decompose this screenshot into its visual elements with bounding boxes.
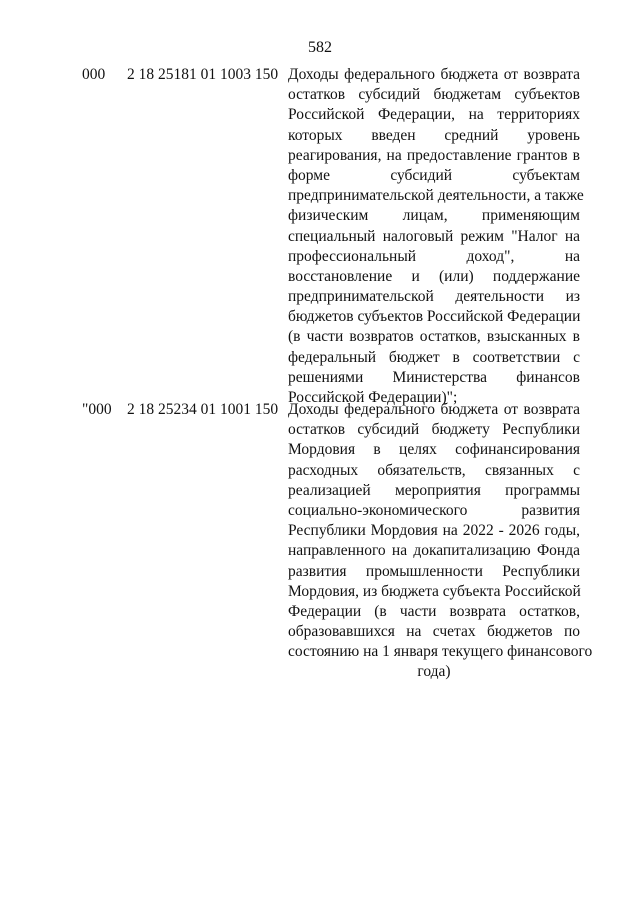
description-line: федеральный бюджет в соответствии с xyxy=(288,348,580,366)
description-line: Мордовия в целях софинансирования xyxy=(288,441,580,459)
description-line: решениями Министерства финансов xyxy=(288,368,580,386)
description-line: остатков субсидий бюджетам субъектов xyxy=(288,86,580,104)
entry-prefix: "000 xyxy=(82,401,112,418)
description-line: года) xyxy=(417,663,451,681)
description-line: Доходы федерального бюджета от возврата xyxy=(288,66,580,83)
description-line: реализацией мероприятия программы xyxy=(288,481,580,499)
page-number: 582 xyxy=(308,39,332,56)
description-line: восстановление и (или) поддержание xyxy=(288,267,580,285)
description-line: профессиональный доход", на xyxy=(288,247,580,265)
description-line: развития промышленности Республики xyxy=(288,562,580,580)
description-line: физическим лицам, применяющим xyxy=(288,207,580,225)
description-line: образовавшихся на счетах бюджетов по xyxy=(288,623,580,641)
description-line: остатков субсидий бюджету Республики xyxy=(288,421,580,439)
description-line: бюджетов субъектов Российской Федерации xyxy=(288,308,581,326)
description-line: Мордовия, из бюджета субъекта Российской xyxy=(288,582,581,600)
description-line: Доходы федерального бюджета от возврата xyxy=(288,401,580,418)
description-line: предпринимательской деятельности, а также xyxy=(288,187,584,205)
description-line: реагирования, на предоставление грантов в xyxy=(288,146,580,164)
description-line: расходных обязательств, связанных с xyxy=(288,461,580,479)
description-line: состоянию на 1 января текущего финансового xyxy=(288,643,593,661)
description-line: Федерации (в части возврата остатков, xyxy=(288,602,580,620)
description-line: Республики Мордовия на 2022 - 2026 годы, xyxy=(288,522,580,540)
description-line: предпринимательской деятельности из xyxy=(288,288,580,306)
budget-classification-code: 2 18 25181 01 1003 150 xyxy=(127,66,279,83)
description-line: форме субсидий субъектам xyxy=(288,166,580,184)
entry-description xyxy=(288,65,584,408)
description-line: Российской Федерации, на территориях xyxy=(288,106,580,124)
description-line: которых введен средний уровень xyxy=(288,126,580,144)
description-line: (в части возвратов остатков, взысканных в xyxy=(288,328,580,346)
entry-prefix: 000 xyxy=(82,66,106,83)
description-line: Российской Федерации)"; xyxy=(288,389,458,406)
entry-description xyxy=(288,400,593,683)
description-line: направленного на докапитализацию Фонда xyxy=(288,542,580,560)
description-line: специальный налоговый режим "Налог на xyxy=(288,227,580,245)
budget-classification-code: 2 18 25234 01 1001 150 xyxy=(127,401,279,418)
description-line: социально-экономического развития xyxy=(288,501,580,519)
